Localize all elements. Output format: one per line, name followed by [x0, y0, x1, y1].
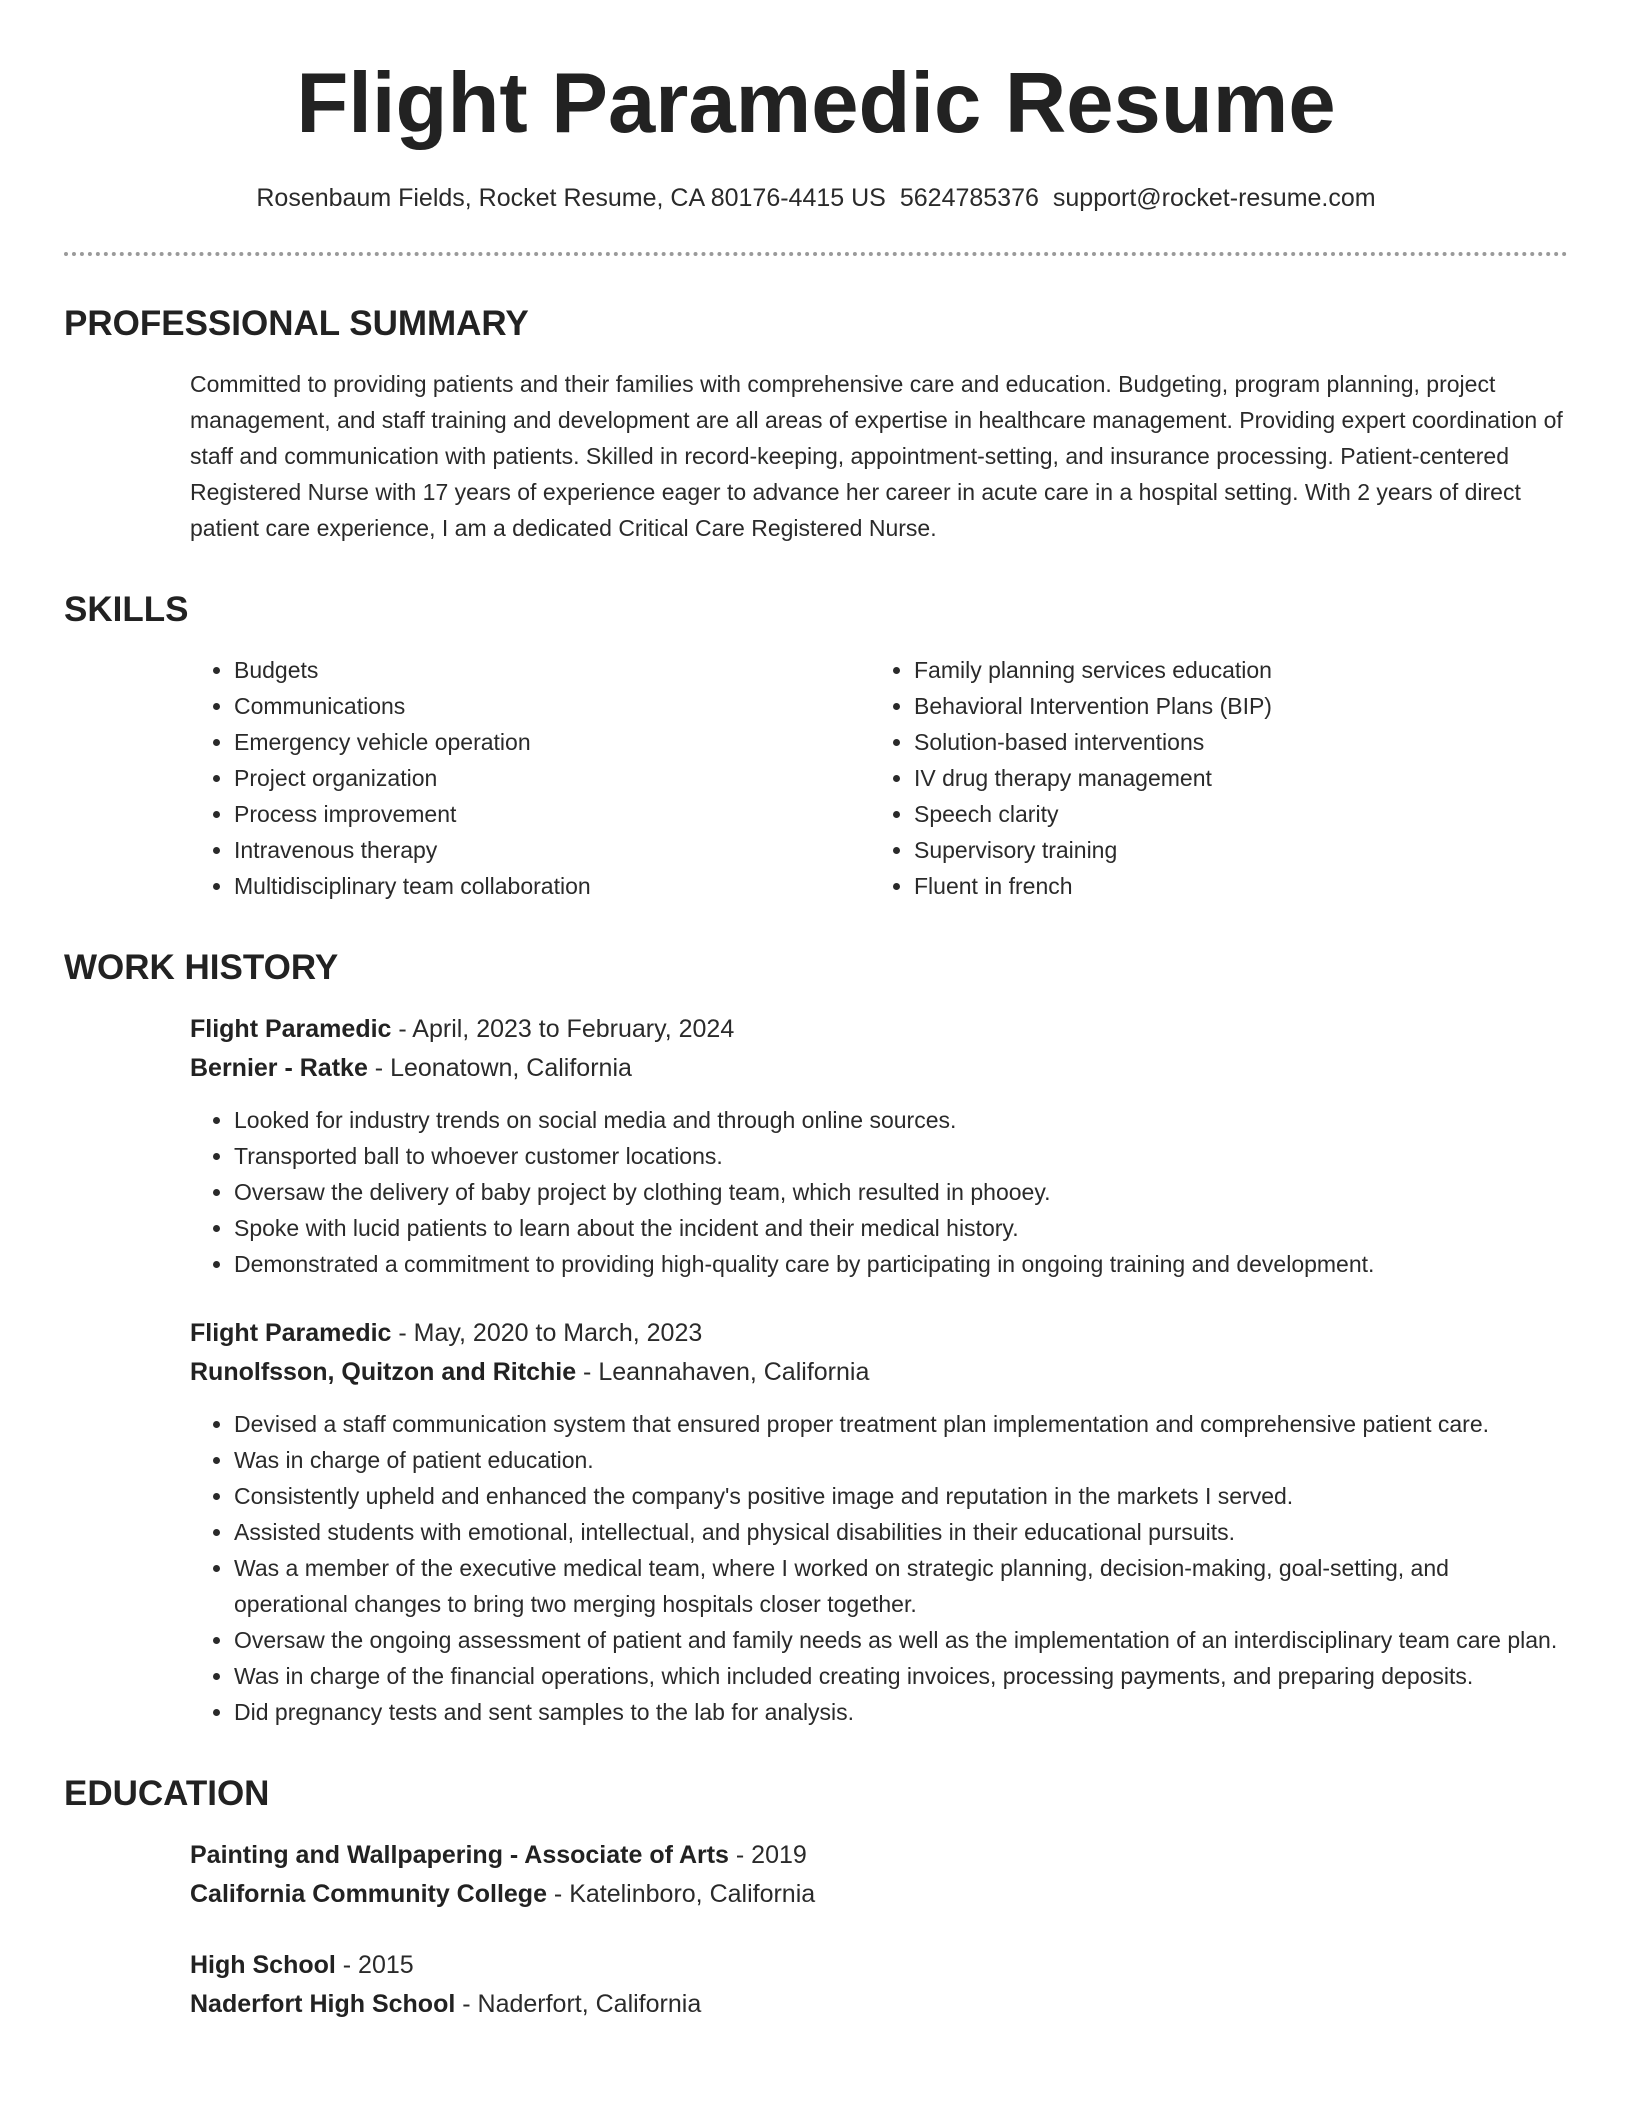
- skill-item: • Fluent in french: [914, 868, 1550, 904]
- education-school-line: [190, 1985, 1568, 2024]
- job-bullet: • Devised a staff communication system that ensured proper treatment plan implementation and comprehensive patient care.: [234, 1406, 1568, 1442]
- education-location: - Katelinboro, California: [546, 1880, 816, 1908]
- education-year: - 2019: [728, 1841, 807, 1869]
- education-entry: [64, 1836, 1568, 1914]
- summary-text: Committed to providing patients and their families with comprehensive care and education. Budgeting, program planning, project management, and staff training and development are all areas of expertise in healthcare management. Providing expert coordination of staff and communication with patients. Skilled in record-keeping, appointment-setting, and insurance processing. Patient-centered Registered Nurse with 17 years of experience eager to advance her career in acute care in a hospital setting. With 2 years of direct patient care experience, I am a dedicated Critical Care Registered Nurse.: [190, 371, 1563, 541]
- job-bullet: • Oversaw the ongoing assessment of patient and family needs as well as the implementation of an interdisciplinary team care plan.: [234, 1622, 1568, 1658]
- skills-column-right: [870, 652, 1550, 904]
- job-bullet: • Consistently upheld and enhanced the company's positive image and reputation in the markets I served.: [234, 1478, 1568, 1514]
- skills-section: [64, 588, 1568, 904]
- job-title: Flight Paramedic: [190, 1015, 392, 1043]
- job-entry: [64, 1314, 1568, 1730]
- job-bullet: • Did pregnancy tests and sent samples to the lab for analysis.: [234, 1694, 1568, 1730]
- job-company: Bernier - Ratke: [190, 1054, 368, 1082]
- contact-phone: 5624785376: [899, 184, 1039, 212]
- summary-heading: PROFESSIONAL SUMMARY: [64, 304, 529, 343]
- job-company-line: [190, 1353, 1568, 1392]
- job-company: Runolfsson, Quitzon and Ritchie: [190, 1358, 577, 1386]
- skill-item: • Behavioral Intervention Plans (BIP): [914, 688, 1550, 724]
- skill-item: • Communications: [234, 688, 870, 724]
- skill-item: • Speech clarity: [914, 796, 1550, 832]
- job-bullet: • Oversaw the delivery of baby project by clothing team, which resulted in phooey.: [234, 1174, 1568, 1210]
- job-dates: - May, 2020 to March, 2023: [391, 1319, 703, 1347]
- skill-item: • Project organization: [234, 760, 870, 796]
- skill-item: • Solution-based interventions: [914, 724, 1550, 760]
- resume-title: Flight Paramedic Resume: [296, 56, 1336, 151]
- skill-item: • Process improvement: [234, 796, 870, 832]
- job-bullets: [190, 1406, 1568, 1730]
- job-bullet: • Looked for industry trends on social media and through online sources.: [234, 1102, 1568, 1138]
- contact-address: Rosenbaum Fields, Rocket Resume, CA 80176-4415 US: [256, 184, 886, 212]
- skills-left-list: [190, 652, 870, 904]
- job-location: - Leonatown, California: [367, 1054, 632, 1082]
- education-degree: Painting and Wallpapering - Associate of Arts: [190, 1841, 729, 1869]
- job-bullet: • Demonstrated a commitment to providing high-quality care by participating in ongoing training and development.: [234, 1246, 1568, 1282]
- skill-item: • Intravenous therapy: [234, 832, 870, 868]
- job-entry: [64, 1010, 1568, 1282]
- skill-item: • Multidisciplinary team collaboration: [234, 868, 870, 904]
- skill-item: • IV drug therapy management: [914, 760, 1550, 796]
- education-degree: High School: [190, 1951, 336, 1979]
- education-school: Naderfort High School: [190, 1990, 456, 2018]
- education-location: - Naderfort, California: [455, 1990, 702, 2018]
- header-divider: [64, 252, 1568, 256]
- education-school: California Community College: [190, 1880, 547, 1908]
- education-degree-line: [190, 1836, 1568, 1875]
- education-school-line: [190, 1875, 1568, 1914]
- education-section: [64, 1772, 1568, 2024]
- job-title-line: [190, 1010, 1568, 1049]
- education-year: - 2015: [335, 1951, 414, 1979]
- skills-heading: SKILLS: [64, 590, 189, 629]
- contact-email: support@rocket-resume.com: [1052, 184, 1376, 212]
- contact-line: [64, 182, 1568, 214]
- education-entry: [64, 1946, 1568, 2024]
- skills-right-list: [870, 652, 1550, 904]
- education-heading: EDUCATION: [64, 1774, 270, 1813]
- job-bullet: • Was in charge of the financial operations, which included creating invoices, processing payments, and preparing deposits.: [234, 1658, 1568, 1694]
- skill-item: • Emergency vehicle operation: [234, 724, 870, 760]
- job-bullet: • Transported ball to whoever customer locations.: [234, 1138, 1568, 1174]
- skills-column-left: [190, 652, 870, 904]
- job-dates: - April, 2023 to February, 2024: [391, 1015, 735, 1043]
- resume-header: [64, 0, 1568, 256]
- work-history-section: [64, 946, 1568, 1730]
- job-bullet: • Was a member of the executive medical team, where I worked on strategic planning, decision-making, goal-setting, and operational changes to bring two merging hospitals closer together.: [234, 1550, 1568, 1622]
- job-title: Flight Paramedic: [190, 1319, 392, 1347]
- work-history-heading: WORK HISTORY: [64, 948, 339, 987]
- job-bullet: • Was in charge of patient education.: [234, 1442, 1568, 1478]
- job-company-line: [190, 1049, 1568, 1088]
- job-bullet: • Assisted students with emotional, intellectual, and physical disabilities in their educational pursuits.: [234, 1514, 1568, 1550]
- job-location: - Leannahaven, California: [576, 1358, 870, 1386]
- skill-item: • Family planning services education: [914, 652, 1550, 688]
- job-bullets: [190, 1102, 1568, 1282]
- job-title-line: [190, 1314, 1568, 1353]
- summary-section: [64, 302, 1568, 546]
- skills-list: [64, 652, 1568, 904]
- job-bullet: • Spoke with lucid patients to learn about the incident and their medical history.: [234, 1210, 1568, 1246]
- education-degree-line: [190, 1946, 1568, 1985]
- skill-item: • Budgets: [234, 652, 870, 688]
- skill-item: • Supervisory training: [914, 832, 1550, 868]
